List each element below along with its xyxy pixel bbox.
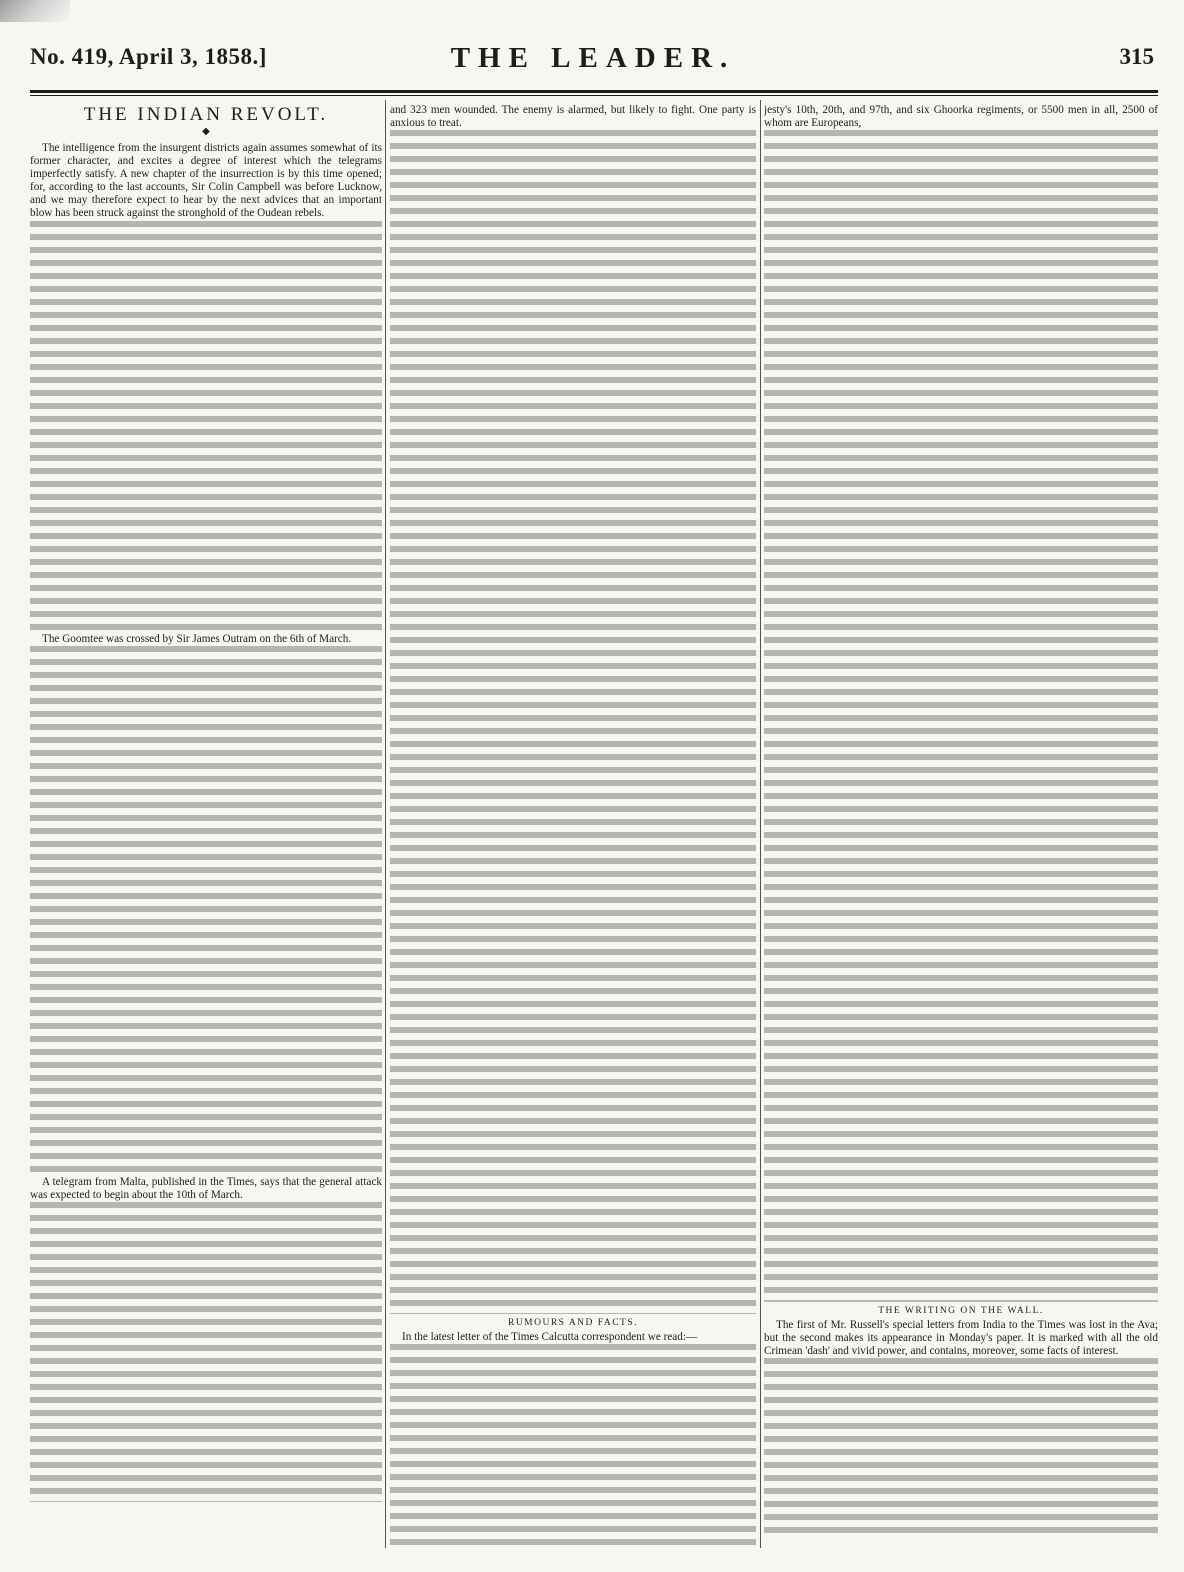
column-1 — [30, 104, 382, 1548]
body-paragraph: and 323 men wounded. The enemy is alarmed, but likely to fight. One party is anxious to treat. — [390, 104, 756, 130]
paper-title: THE LEADER. — [450, 42, 736, 74]
unreadable-text-block — [30, 646, 382, 1176]
issue-line: No. 419, April 3, 1858.] — [30, 44, 267, 69]
unreadable-text-block — [30, 1202, 382, 1502]
column-3 — [764, 104, 1158, 1548]
masthead-rule-thick — [30, 90, 1158, 93]
unreadable-text-block — [764, 130, 1158, 1302]
page-number: 315 — [1119, 44, 1154, 69]
body-paragraph: In the latest letter of the Times Calcutta correspondent we read:— — [402, 1331, 698, 1344]
unreadable-text-block — [764, 1358, 1158, 1534]
section-subhead: THE WRITING ON THE WALL. — [878, 1306, 1044, 1317]
column-rule-1 — [385, 100, 386, 1548]
scan-corner-smudge — [0, 0, 70, 22]
body-paragraph: The first of Mr. Russell's special letters from India to the Times was lost in the Ava; but the second makes its appearance in Monday's paper. It is marked with all the old Crimean 'dash' and vivid power, and contains, moreover, some facts of interest. — [764, 1319, 1158, 1358]
unreadable-text-block — [390, 1344, 756, 1548]
body-paragraph: jesty's 10th, 20th, and 97th, and six Ghoorka regiments, or 5500 men in all, 2500 of whom are Europeans, — [764, 104, 1158, 130]
title-ornament: ◆ — [202, 126, 210, 137]
unreadable-text-block — [390, 130, 756, 1314]
body-paragraph: The Goomtee was crossed by Sir James Outram on the 6th of March. — [42, 632, 352, 645]
column-2 — [390, 104, 756, 1548]
article-title: THE INDIAN REVOLT. — [83, 104, 329, 125]
body-paragraph: The intelligence from the insurgent districts again assumes somewhat of its former character, and excites a degree of interest which the telegrams imperfectly satisfy. A new chapter of the insurrection is by this time opened; for, according to the last accounts, Sir Colin Campbell was before Lucknow, and we may therefore expect to hear by the next advices that an important blow has been struck against the stronghold of the Oudean rebels. — [30, 142, 382, 220]
unreadable-text-block — [30, 221, 382, 633]
masthead — [30, 40, 1156, 80]
body-paragraph: A telegram from Malta, published in the Times, says that the general attack was expected to begin about the 10th of March. — [30, 1175, 382, 1201]
column-rule-2 — [760, 100, 761, 1548]
masthead-rule-thin — [30, 95, 1158, 96]
section-subhead: RUMOURS AND FACTS. — [507, 1318, 639, 1329]
